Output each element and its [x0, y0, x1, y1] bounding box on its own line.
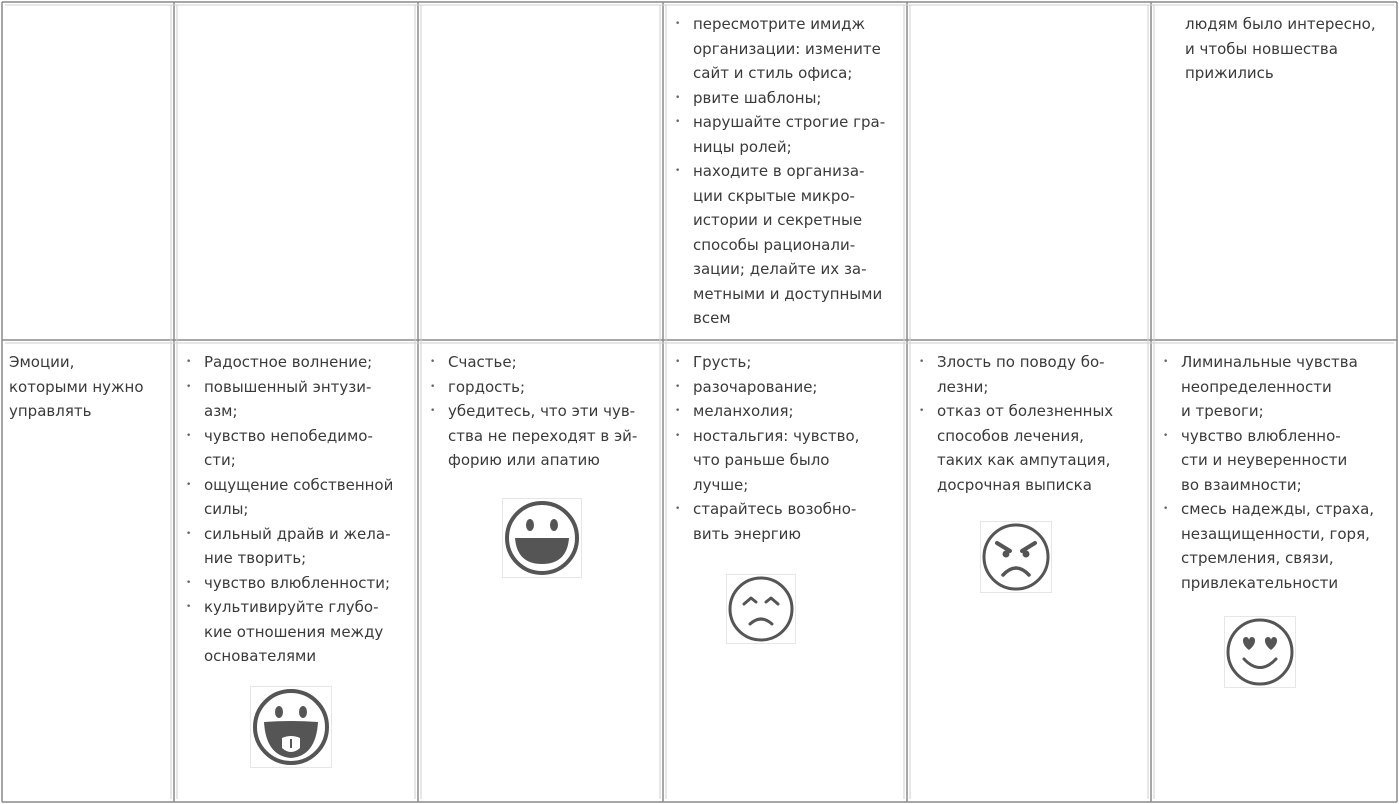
list-item: • Счастье;	[428, 350, 654, 375]
list-item: • нарушайте строгие гра-	[673, 110, 900, 135]
list-item-continuation: азм;	[204, 402, 238, 420]
list-item-continuation: форию или апатию	[448, 451, 600, 469]
bottom-row-col2-cell	[177, 343, 415, 669]
top-col4-list	[673, 12, 900, 331]
row-label-line: управлять	[9, 402, 92, 420]
list-item-continuation: неопределенности	[1181, 377, 1332, 396]
list-item: • чувство непобедимо-	[184, 424, 409, 449]
list-item: • культивируйте глубо-	[184, 595, 409, 620]
list-item-continuation: сти;	[204, 451, 236, 469]
list-item-continuation: незащищенности, горя,	[1181, 524, 1370, 543]
list-item-continuation: во взаимности;	[1181, 475, 1302, 494]
list-item: • ностальгия: чувство,	[673, 424, 898, 449]
list-item-continuation: ции скрытые микро-	[693, 186, 855, 205]
list-item: • убедитесь, что эти чув-	[428, 399, 654, 424]
list-item: • ощущение собственной	[184, 473, 409, 498]
list-item-continuation: ние творить;	[204, 549, 307, 567]
text-line: и чтобы новшества	[1185, 39, 1338, 58]
row-label-line: которыми нужно	[9, 377, 144, 396]
list-item: • Злость по поводу бо-	[917, 350, 1142, 375]
bottom-col5-list	[917, 350, 1142, 497]
row-label-line: Эмоции,	[9, 353, 75, 371]
list-item-continuation: лезни;	[937, 377, 989, 396]
list-item-continuation: и тревоги;	[1181, 402, 1264, 420]
list-item-continuation: что раньше было	[693, 451, 830, 469]
list-item-continuation: привлекательности	[1181, 573, 1339, 592]
list-item: • меланхолия;	[673, 399, 898, 424]
list-item-continuation: силы;	[204, 500, 249, 518]
list-item-continuation: ницы ролей;	[693, 137, 792, 156]
bottom-row-col6-cell	[1154, 343, 1394, 595]
list-item: • сильный драйв и жела-	[184, 522, 409, 547]
bottom-col4-list	[673, 350, 898, 546]
list-item-continuation: истории и секретные	[693, 211, 863, 229]
laughing-face-icon	[502, 498, 582, 578]
text-line: прижились	[1185, 64, 1274, 82]
list-item-continuation: сти и неуверенности	[1181, 451, 1348, 469]
list-item: • повышенный энтузи-	[184, 375, 409, 400]
top-row-col4-cell	[666, 5, 906, 331]
sad-face-icon	[726, 574, 796, 644]
list-item-continuation: вить энергию	[693, 524, 801, 543]
list-item-continuation: способы рационали-	[693, 235, 856, 254]
heart-eyes-face-icon	[1224, 616, 1296, 688]
list-item-continuation: стремления, связи,	[1181, 549, 1334, 567]
top-row-col6-cell	[1154, 5, 1394, 86]
list-item: • гордость;	[428, 375, 654, 400]
list-item-continuation: основателями	[204, 647, 317, 665]
list-item-continuation: сайт и стиль офиса;	[693, 64, 853, 82]
list-item-continuation: организации: измените	[693, 39, 881, 58]
list-item: • находите в организа-	[673, 159, 900, 184]
top-col6-text	[1161, 12, 1388, 86]
list-item: • разочарование;	[673, 375, 898, 400]
list-item-continuation: метными и доступными	[693, 284, 883, 303]
list-item-continuation: кие отношения между	[204, 622, 384, 641]
list-item: • пересмотрите имидж	[673, 12, 900, 37]
bottom-col2-list	[184, 350, 409, 669]
list-item: • Радостное волнение;	[184, 350, 409, 375]
list-item-continuation: способов лечения,	[937, 426, 1084, 445]
bottom-col6-list	[1161, 350, 1388, 595]
list-item: • чувство влюбленности;	[184, 571, 409, 596]
list-item: • Грусть;	[673, 350, 898, 375]
angry-face-icon	[980, 521, 1052, 593]
bottom-row-col4-cell	[666, 343, 904, 546]
list-item-continuation: всем	[693, 309, 731, 327]
list-item: • Лиминальные чувства	[1161, 350, 1388, 375]
row-label-cell	[5, 343, 171, 424]
list-item: • старайтесь возобно-	[673, 497, 898, 522]
grinning-tongue-face-icon	[250, 686, 332, 768]
list-item-continuation: досрочная выписка	[937, 475, 1092, 494]
list-item-continuation: таких как ампутация,	[937, 451, 1111, 469]
row-label	[5, 350, 165, 424]
list-item: • отказ от болезненных	[917, 399, 1142, 424]
bottom-row-col5-cell	[910, 343, 1148, 497]
list-item-continuation: зации; делайте их за-	[693, 260, 867, 278]
list-item: • смесь надежды, страха,	[1161, 497, 1388, 522]
bottom-col3-list	[428, 350, 654, 473]
bottom-row-col3-cell	[421, 343, 660, 473]
list-item-continuation: ства не переходят в эй-	[448, 426, 638, 445]
list-item: • рвите шаблоны;	[673, 86, 900, 111]
list-item-continuation: лучше;	[693, 475, 749, 494]
text-line: людям было интересно,	[1185, 15, 1376, 33]
list-item: • чувство влюбленно-	[1161, 424, 1388, 449]
